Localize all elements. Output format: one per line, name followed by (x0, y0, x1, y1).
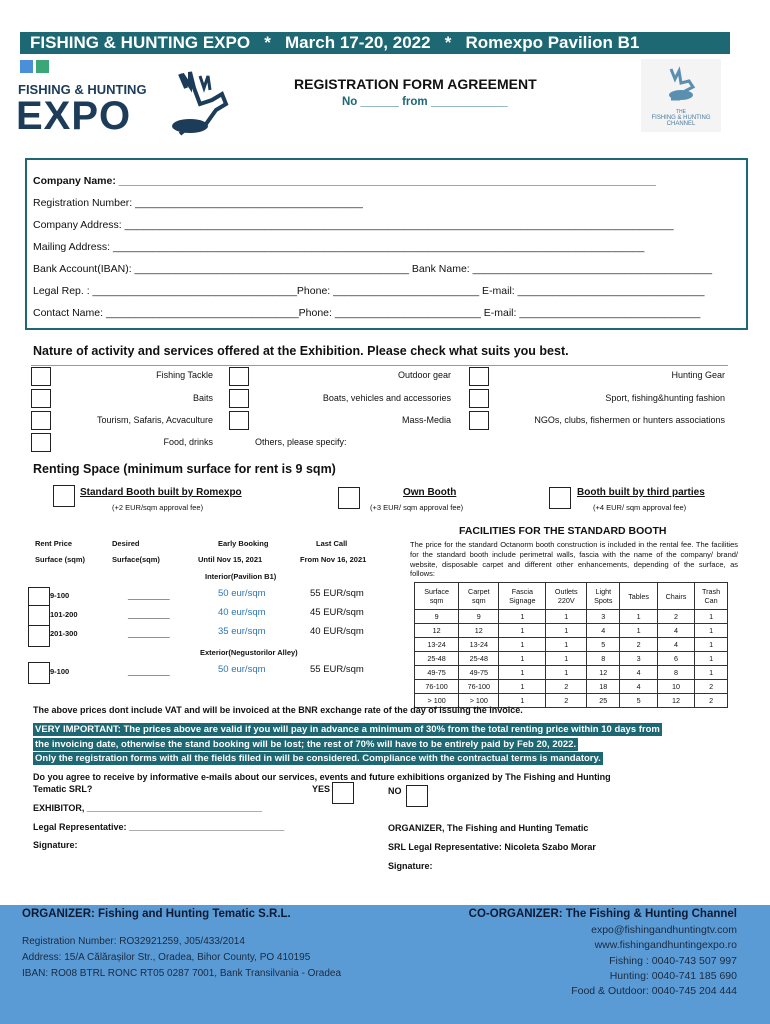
facilities-cell: 25 (587, 694, 620, 708)
facilities-cell: 1 (620, 624, 657, 638)
checkbox-price-row-4[interactable] (28, 662, 50, 684)
price-row-2-early: 40 eur/sqm (218, 607, 266, 618)
facilities-cell: 13-24 (459, 638, 499, 652)
price-header-surface: Surface (sqm) (35, 555, 86, 564)
facilities-header-surface: Surface (424, 587, 449, 596)
price-interior-label: Interior(Pavilion B1) (205, 572, 277, 581)
facilities-cell: 1 (499, 694, 546, 708)
price-row-3-desired[interactable]: __________ (128, 629, 170, 638)
facilities-cell: 6 (657, 652, 694, 666)
facilities-cell: 49-75 (415, 666, 459, 680)
facilities-header-outlets-sub: 220V (557, 596, 575, 605)
facilities-cell: 10 (657, 680, 694, 694)
facilities-cell: 1 (546, 610, 587, 624)
facilities-header-carpet-unit: sqm (472, 596, 486, 605)
facilities-heading: FACILITIES FOR THE STANDARD BOOTH (459, 525, 667, 537)
company-address-field[interactable]: Company Address: ______________________________________________________________________________________________ (33, 219, 674, 231)
price-header-last-date: From Nov 16, 2021 (300, 555, 367, 564)
facilities-cell: 5 (620, 694, 657, 708)
activity-others: Others, please specify: (255, 437, 347, 447)
facilities-cell: 9 (459, 610, 499, 624)
activity-hunting-gear: Hunting Gear (671, 370, 725, 380)
price-row-3-early: 35 eur/sqm (218, 626, 266, 637)
facilities-table (414, 582, 728, 708)
facilities-cell: 2 (546, 680, 587, 694)
emails-question-2: Tematic SRL? (33, 784, 93, 794)
facilities-cell: 2 (620, 638, 657, 652)
emails-question-1: Do you agree to receive by informative e-mails about our services, events and future exhibitions organized by The Fishing and Hunting (33, 772, 611, 782)
price-row-3-last: 40 EUR/sqm (310, 626, 364, 637)
checkbox-boats[interactable] (229, 389, 249, 408)
price-header-early-date: Until Nov 15, 2021 (198, 555, 263, 564)
channel-logo-line1: THE (676, 109, 686, 115)
checkbox-fishing-tackle[interactable] (31, 367, 51, 386)
standard-booth-fee: (+2 EUR/sqm approval fee) (112, 503, 204, 512)
activity-fishing-tackle: Fishing Tackle (156, 370, 213, 380)
facilities-header-outlets: Outlets (554, 587, 578, 596)
footer-fishing-phone: Fishing : 0040-743 507 997 (609, 955, 737, 967)
form-number-line[interactable]: No ______ from ____________ (342, 96, 508, 108)
activity-food-drinks: Food, drinks (163, 437, 213, 447)
facilities-cell: 76-100 (415, 680, 459, 694)
facilities-cell: 1 (499, 680, 546, 694)
footer-website[interactable]: www.fishingandhuntingexpo.ro (594, 939, 737, 951)
facilities-cell: 1 (546, 624, 587, 638)
logo-line2: EXPO (16, 94, 132, 138)
price-header-early: Early Booking (218, 539, 269, 548)
facilities-cell: 1 (499, 610, 546, 624)
footer-food-phone: Food & Outdoor: 0040-745 204 444 (571, 985, 737, 997)
footer-organizer-title: ORGANIZER: Fishing and Hunting Tematic S.R.L. (22, 908, 291, 920)
facilities-header-fascia-sub: Signage (509, 596, 536, 605)
price-row-1-early: 50 eur/sqm (218, 588, 266, 599)
facilities-cell: 1 (695, 610, 728, 624)
important-line-1: VERY IMPORTANT: The prices above are valid if you will pay in advance a minimum of 30% from the total renting price within 10 days from (35, 724, 660, 735)
checkbox-mass-media[interactable] (229, 411, 249, 430)
facilities-cell: > 100 (415, 694, 459, 708)
facilities-cell: 1 (546, 638, 587, 652)
checkbox-sport-fashion[interactable] (469, 389, 489, 408)
checkbox-standard-booth[interactable] (53, 485, 75, 507)
legal-rep-signature-field[interactable]: Legal Representative: _______________________________ (33, 822, 285, 832)
price-header-rent: Rent Price (35, 539, 73, 548)
facilities-header-tables: Tables (628, 591, 649, 601)
logo-squares (20, 60, 52, 78)
price-row-4-desired[interactable]: __________ (128, 667, 170, 676)
facilities-cell: 1 (546, 666, 587, 680)
facilities-cell: 4 (587, 624, 620, 638)
price-row-4-last: 55 EUR/sqm (310, 664, 364, 675)
own-booth-label: Own Booth (403, 487, 457, 498)
yes-label: YES (312, 784, 331, 794)
facilities-cell: 13-24 (415, 638, 459, 652)
facilities-cell: 4 (657, 624, 694, 638)
facilities-cell: 12 (587, 666, 620, 680)
checkbox-food-drinks[interactable] (31, 433, 51, 452)
footer-address: Address: 15/A Călărașilor Str., Oradea, Bihor County, PO 410195 (22, 952, 311, 963)
facilities-cell: 4 (657, 638, 694, 652)
facilities-header-row (415, 583, 728, 610)
facilities-cell: 2 (546, 694, 587, 708)
legal-rep-field[interactable]: Legal Rep. : ___________________________________Phone: _________________________ E-mail: ________________________________ (33, 285, 705, 297)
deer-fish-logo-icon (160, 64, 240, 138)
channel-logo-line2: FISHING & HUNTING (651, 115, 711, 121)
facilities-row (415, 610, 728, 624)
facilities-row (415, 638, 728, 652)
price-row-4-surface: 9-100 (50, 667, 70, 676)
facilities-cell: 25-48 (415, 652, 459, 666)
own-booth-fee: (+3 EUR/ sqm approval fee) (370, 503, 464, 512)
facilities-cell: 8 (657, 666, 694, 680)
facilities-header-trash-sub: Can (704, 596, 718, 605)
company-name-field[interactable]: Company Name: ____________________________________________________________________________________________ (33, 175, 657, 187)
checkbox-outdoor-gear[interactable] (229, 367, 249, 386)
checkbox-hunting-gear[interactable] (469, 367, 489, 386)
channel-logo (641, 59, 721, 132)
footer-iban: IBAN: RO08 BTRL RONC RT05 0287 7001, Bank Transilvania - Oradea (22, 968, 342, 979)
facilities-cell: 12 (415, 624, 459, 638)
bank-account-field[interactable]: Bank Account(IBAN): _______________________________________________ Bank Name: _________________________________________ (33, 263, 713, 275)
footer (0, 905, 770, 1024)
important-line-2: the invoicing date, otherwise the stand booking will be lost; the rest of 70% will have to be entirely paid by Feb 20, 2022. (35, 739, 577, 750)
organizer-rep-label: SRL Legal Representative: Nicoleta Szabo Morar (388, 842, 596, 852)
organizer-label: ORGANIZER, The Fishing and Hunting Tematic (388, 823, 589, 833)
facilities-header-surface-unit: sqm (429, 596, 444, 605)
price-row-2-desired[interactable]: __________ (128, 610, 170, 619)
facilities-row (415, 680, 728, 694)
price-row-4-early: 50 eur/sqm (218, 664, 266, 675)
exhibitor-signature-field[interactable]: Signature: (33, 840, 78, 850)
activity-ngos: NGOs, clubs, fishermen or hunters associations (534, 415, 725, 425)
facilities-cell: 12 (657, 694, 694, 708)
facilities-header-light: Light (595, 587, 612, 596)
activity-baits: Baits (192, 393, 213, 403)
checkbox-no[interactable] (406, 785, 428, 807)
facilities-row (415, 652, 728, 666)
deer-icon (641, 59, 721, 104)
third-party-booth-fee: (+4 EUR/ sqm approval fee) (593, 503, 687, 512)
facilities-cell: 4 (620, 680, 657, 694)
facilities-cell: 1 (499, 666, 546, 680)
facilities-cell: 12 (459, 624, 499, 638)
contact-name-field[interactable]: Contact Name: _________________________________Phone: _________________________ E-mail: _______________________________ (33, 307, 701, 319)
facilities-row (415, 666, 728, 680)
facilities-row (415, 624, 728, 638)
important-line-3: Only the registration forms with all the fields filled in will be considered. Compliance with the contractual terms is mandatory. (35, 753, 601, 764)
facilities-body (415, 610, 728, 708)
facilities-cell: > 100 (459, 694, 499, 708)
facilities-cell: 1 (695, 624, 728, 638)
facilities-cell: 5 (587, 638, 620, 652)
facilities-cell: 9 (415, 610, 459, 624)
facilities-header-fascia: Fascia (511, 587, 533, 596)
checkbox-price-row-3[interactable] (28, 625, 50, 647)
facilities-header-trash: Trash (702, 587, 721, 596)
facilities-cell: 4 (620, 666, 657, 680)
footer-registration: Registration Number: RO32921259, J05/433/2014 (22, 936, 245, 947)
activity-mass-media: Mass-Media (401, 415, 451, 425)
facilities-header-light-sub: Spots (594, 596, 613, 605)
facilities-header-chairs: Chairs (665, 591, 687, 601)
checkbox-third-party-booth[interactable] (549, 487, 571, 509)
form-title: REGISTRATION FORM AGREEMENT (294, 76, 537, 92)
price-header-desired-surface: Surface(sqm) (112, 555, 160, 564)
activity-tourism: Tourism, Safaris, Acvaculture (96, 415, 213, 425)
footer-email[interactable]: expo@fishingandhuntingtv.com (591, 924, 737, 936)
mailing-address-field[interactable]: Mailing Address: ___________________________________________________________________________________________ (33, 241, 645, 253)
vat-note: The above prices dont include VAT and will be invoiced at the BNR exchange rate of the day of issuing the invoice. (33, 705, 523, 715)
third-party-booth-label: Booth built by third parties (577, 487, 705, 498)
facilities-cell: 3 (620, 652, 657, 666)
checkbox-ngos[interactable] (469, 411, 489, 430)
activity-outdoor-gear: Outdoor gear (397, 370, 451, 380)
price-row-3-surface: 201-300 (50, 629, 78, 638)
event-banner: FISHING & HUNTING EXPO * March 17-20, 2022 * Romexpo Pavilion B1 (20, 32, 730, 54)
facilities-cell: 1 (695, 652, 728, 666)
facilities-cell: 1 (499, 652, 546, 666)
organizer-signature-label: Signature: (388, 861, 433, 871)
facilities-cell: 2 (657, 610, 694, 624)
footer-hunting-phone: Hunting: 0040-741 185 690 (609, 970, 737, 982)
facilities-cell: 8 (587, 652, 620, 666)
price-row-2-last: 45 EUR/sqm (310, 607, 364, 618)
standard-booth-label: Standard Booth built by Romexpo (80, 487, 242, 498)
footer-coorganizer-title: CO-ORGANIZER: The Fishing & Hunting Channel (468, 908, 737, 920)
facilities-cell: 18 (587, 680, 620, 694)
facilities-cell: 1 (695, 666, 728, 680)
registration-number-field[interactable]: Registration Number: _______________________________________ (33, 197, 363, 209)
checkbox-baits[interactable] (31, 389, 51, 408)
renting-heading: Renting Space (minimum surface for rent is 9 sqm) (33, 462, 336, 476)
logo-line1: FISHING & HUNTING (18, 82, 147, 97)
activity-heading: Nature of activity and services offered at the Exhibition. Please check what suits you best. (33, 344, 569, 358)
price-row-1-desired[interactable]: __________ (128, 591, 170, 600)
facilities-cell: 3 (587, 610, 620, 624)
facilities-cell: 2 (695, 680, 728, 694)
checkbox-yes[interactable] (332, 782, 354, 804)
price-row-1-surface: 9-100 (50, 591, 70, 600)
facilities-text: The price for the standard Octanorm booth construction is included in the rental fee. The facilities for the standard booth include perimetral walls, fascia with the name of the company/ brand/ website, disposable carpet and different other enhancements, depending of the surface, as follows: (410, 540, 738, 579)
checkbox-own-booth[interactable] (338, 487, 360, 509)
price-row-1-last: 55 EUR/sqm (310, 588, 364, 599)
price-exterior-label: Exterior(Negustorilor Alley) (200, 648, 298, 657)
facilities-cell: 76-100 (459, 680, 499, 694)
exhibitor-field[interactable]: EXHIBITOR, ___________________________________ (33, 803, 263, 813)
facilities-cell: 1 (546, 652, 587, 666)
facilities-header-carpet: Carpet (468, 587, 490, 596)
facilities-cell: 2 (695, 694, 728, 708)
facilities-cell: 1 (499, 624, 546, 638)
channel-logo-line3: CHANNEL (666, 121, 696, 127)
facilities-cell: 25-48 (459, 652, 499, 666)
checkbox-tourism[interactable] (31, 411, 51, 430)
facilities-cell: 1 (620, 610, 657, 624)
activity-sport-fashion: Sport, fishing&hunting fashion (605, 393, 725, 403)
facilities-cell: 49-75 (459, 666, 499, 680)
price-header-desired: Desired (112, 539, 140, 548)
price-header-last: Last Call (316, 539, 348, 548)
checkbox-price-row-2[interactable] (28, 605, 50, 627)
facilities-cell: 1 (499, 638, 546, 652)
activity-boats: Boats, vehicles and accessories (322, 393, 451, 403)
no-label: NO (388, 786, 402, 796)
facilities-cell: 1 (695, 638, 728, 652)
price-row-2-surface: 101-200 (50, 610, 78, 619)
